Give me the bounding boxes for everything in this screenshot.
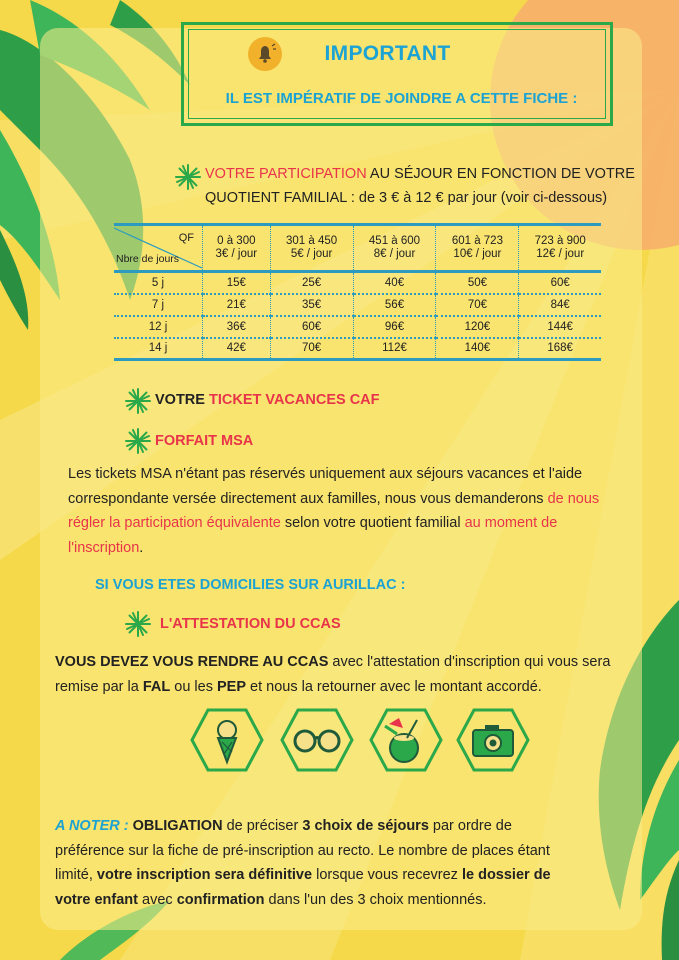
- price-cell: 35€: [270, 294, 353, 316]
- days-cell: 14 j: [114, 338, 203, 360]
- price-cell: 40€: [353, 272, 436, 294]
- qf-price-table: [114, 223, 601, 361]
- price-cell: 84€: [519, 294, 601, 316]
- ticket-vacances-line: VOTRE TICKET VACANCES CAF: [155, 392, 380, 408]
- price-cell: 15€: [203, 272, 271, 294]
- price-cell: 25€: [270, 272, 353, 294]
- ccas-paragraph: VOUS DEVEZ VOUS RENDRE AU CCAS avec l'attestation d'inscription qui vous sera remise par la FAL ou les PEP et nous la retourner avec le montant accordé.: [55, 654, 611, 695]
- table-header-cell: 301 à 450 5€ / jour: [270, 225, 353, 272]
- table-header-cell: 0 à 300 3€ / jour: [203, 225, 271, 272]
- price-cell: 144€: [519, 316, 601, 338]
- participation-line-2: QUOTIENT FAMILIAL : de 3 € à 12 € par jour (voir ci-dessous): [205, 190, 608, 206]
- coconut-drink-icon: [369, 708, 443, 772]
- table-header-cell: 451 à 600 8€ / jour: [353, 225, 436, 272]
- page-title: IMPORTANT: [324, 42, 451, 65]
- price-cell: 21€: [203, 294, 271, 316]
- table-row: [114, 294, 601, 316]
- page-subtitle: IL EST IMPÉRATIF DE JOINDRE A CETTE FICHE :: [225, 90, 578, 107]
- price-cell: 70€: [270, 338, 353, 360]
- price-cell: 112€: [353, 338, 436, 360]
- table-row: [114, 316, 601, 338]
- important-frame: [181, 22, 613, 126]
- price-cell: 60€: [519, 272, 601, 294]
- forfait-msa-heading: FORFAIT MSA: [155, 433, 254, 449]
- star-icon: [175, 164, 201, 190]
- price-cell: 56€: [353, 294, 436, 316]
- corner-qf-label: QF: [178, 232, 194, 244]
- days-cell: 7 j: [114, 294, 203, 316]
- table-header-cell: 601 à 723 10€ / jour: [436, 225, 519, 272]
- corner-days-label: Nbre de jours: [116, 253, 180, 265]
- price-cell: 42€: [203, 338, 271, 360]
- price-cell: 168€: [519, 338, 601, 360]
- star-icon: [125, 388, 151, 414]
- price-cell: 96€: [353, 316, 436, 338]
- aurillac-heading: SI VOUS ETES DOMICILIES SUR AURILLAC :: [95, 577, 406, 593]
- table-row: [114, 272, 601, 294]
- table-header-cell: 723 à 900 12€ / jour: [519, 225, 601, 272]
- price-cell: 60€: [270, 316, 353, 338]
- sunglasses-icon: [280, 708, 354, 772]
- participation-line-1: VOTRE PARTICIPATION AU SÉJOUR EN FONCTION DE VOTRE: [205, 166, 635, 182]
- star-icon: [125, 428, 151, 454]
- ice-cream-icon: [190, 708, 264, 772]
- msa-paragraph: Les tickets MSA n'étant pas réservés uniquement aux séjours vacances et l'aide correspondante versée directement aux familles, nous vous demanderons de nous régler la participation équivalente selon votre quotient familial au moment de l'inscription.: [68, 466, 600, 556]
- days-cell: 12 j: [114, 316, 203, 338]
- star-icon: [125, 611, 151, 637]
- table-row: [114, 338, 601, 360]
- table-corner-cell: [114, 225, 203, 272]
- price-cell: 70€: [436, 294, 519, 316]
- price-cell: 36€: [203, 316, 271, 338]
- note-paragraph: A NOTER : OBLIGATION de préciser 3 choix de séjours par ordre de préférence sur la fiche de pré-inscription au recto. Le nombre de places étant limité, votre inscription sera définitive lorsque vous recevrez le dossier de votre enfant avec confirmation dans l'un des 3 choix mentionnés.: [55, 818, 551, 908]
- ccas-heading: L'ATTESTATION DU CCAS: [160, 616, 341, 632]
- price-cell: 50€: [436, 272, 519, 294]
- price-cell: 140€: [436, 338, 519, 360]
- camera-icon: [456, 708, 530, 772]
- price-cell: 120€: [436, 316, 519, 338]
- days-cell: 5 j: [114, 272, 203, 294]
